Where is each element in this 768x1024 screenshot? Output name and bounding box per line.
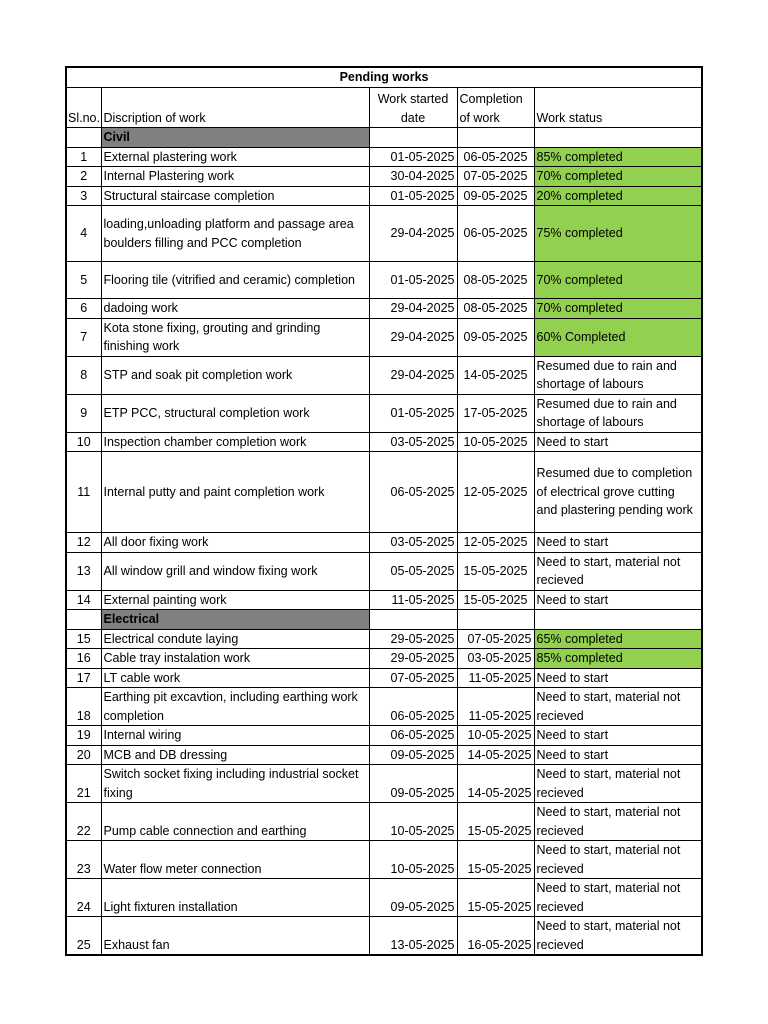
table-row	[66, 879, 702, 917]
row-end-date: 15-05-2025	[457, 803, 534, 841]
row-slno: 16	[66, 649, 101, 669]
row-description: Internal putty and paint completion work	[101, 452, 369, 533]
row-end-date: 12-05-2025	[457, 533, 534, 553]
row-start-date: 01-05-2025	[369, 262, 457, 299]
row-start-date: 29-05-2025	[369, 629, 457, 649]
table-row	[66, 299, 702, 319]
table-row	[66, 668, 702, 688]
row-description: Switch socket fixing including industrial socket fixing	[101, 765, 369, 803]
row-slno: 23	[66, 841, 101, 879]
row-status: 70% completed	[534, 262, 702, 299]
row-start-date: 01-05-2025	[369, 186, 457, 206]
row-end-date: 06-05-2025	[457, 206, 534, 262]
row-description: Kota stone fixing, grouting and grinding finishing work	[101, 318, 369, 356]
row-status: Need to start	[534, 668, 702, 688]
row-start-date: 09-05-2025	[369, 765, 457, 803]
section-row-civil	[66, 128, 702, 148]
row-start-date: 09-05-2025	[369, 879, 457, 917]
row-end-date: 15-05-2025	[457, 590, 534, 610]
table-row	[66, 917, 702, 956]
row-end-date: 08-05-2025	[457, 262, 534, 299]
row-start-date: 11-05-2025	[369, 590, 457, 610]
row-status: 65% completed	[534, 629, 702, 649]
row-start-date: 03-05-2025	[369, 432, 457, 452]
row-start-date: 03-05-2025	[369, 533, 457, 553]
row-end-date: 11-05-2025	[457, 688, 534, 726]
row-status: Need to start	[534, 590, 702, 610]
row-end-date: 15-05-2025	[457, 841, 534, 879]
row-slno: 24	[66, 879, 101, 917]
row-status: Need to start, material not recieved	[534, 917, 702, 956]
row-status: Need to start, material not recieved	[534, 803, 702, 841]
row-status: Need to start, material not recieved	[534, 879, 702, 917]
row-status: Need to start	[534, 726, 702, 746]
row-start-date: 10-05-2025	[369, 803, 457, 841]
header-row	[66, 88, 702, 128]
row-slno: 18	[66, 688, 101, 726]
section-electrical: Electrical	[101, 610, 369, 630]
table-row	[66, 318, 702, 356]
row-end-date: 11-05-2025	[457, 668, 534, 688]
row-end-date: 12-05-2025	[457, 452, 534, 533]
row-end-date: 15-05-2025	[457, 552, 534, 590]
row-status: Need to start	[534, 432, 702, 452]
row-status: Need to start, material not recieved	[534, 688, 702, 726]
row-slno: 4	[66, 206, 101, 262]
row-status: Resumed due to completion of electrical grove cutting and plastering pending work	[534, 452, 702, 533]
row-end-date: 16-05-2025	[457, 917, 534, 956]
table-row	[66, 745, 702, 765]
row-start-date: 07-05-2025	[369, 668, 457, 688]
row-description: Water flow meter connection	[101, 841, 369, 879]
row-description: LT cable work	[101, 668, 369, 688]
header-completion: Completion of work	[457, 88, 534, 128]
row-slno: 11	[66, 452, 101, 533]
row-status: Need to start, material not recieved	[534, 841, 702, 879]
row-status: Resumed due to rain and shortage of labours	[534, 356, 702, 394]
header-slno: Sl.no.	[66, 88, 101, 128]
row-start-date: 05-05-2025	[369, 552, 457, 590]
row-slno: 17	[66, 668, 101, 688]
header-started: Work started date	[369, 88, 457, 128]
row-description: All window grill and window fixing work	[101, 552, 369, 590]
row-slno: 15	[66, 629, 101, 649]
row-slno: 12	[66, 533, 101, 553]
row-status: Resumed due to rain and shortage of labours	[534, 394, 702, 432]
row-description: Light fixturen installation	[101, 879, 369, 917]
table-row	[66, 206, 702, 262]
row-description: Exhaust fan	[101, 917, 369, 956]
row-description: loading,unloading platform and passage area boulders filling and PCC completion	[101, 206, 369, 262]
row-status: 85% completed	[534, 147, 702, 167]
row-description: All door fixing work	[101, 533, 369, 553]
row-end-date: 14-05-2025	[457, 745, 534, 765]
row-start-date: 06-05-2025	[369, 452, 457, 533]
row-description: ETP PCC, structural completion work	[101, 394, 369, 432]
row-end-date: 09-05-2025	[457, 186, 534, 206]
row-description: Inspection chamber completion work	[101, 432, 369, 452]
row-end-date: 14-05-2025	[457, 356, 534, 394]
row-start-date: 29-04-2025	[369, 206, 457, 262]
table-row	[66, 262, 702, 299]
row-slno: 6	[66, 299, 101, 319]
row-status: Need to start	[534, 745, 702, 765]
table-row	[66, 186, 702, 206]
table-row	[66, 167, 702, 187]
row-status: 70% completed	[534, 167, 702, 187]
row-end-date: 10-05-2025	[457, 432, 534, 452]
table-row	[66, 765, 702, 803]
row-description: Cable tray instalation work	[101, 649, 369, 669]
row-description: Internal wiring	[101, 726, 369, 746]
table-row	[66, 629, 702, 649]
row-status: Need to start, material not recieved	[534, 765, 702, 803]
table-row	[66, 688, 702, 726]
row-start-date: 30-04-2025	[369, 167, 457, 187]
row-start-date: 13-05-2025	[369, 917, 457, 956]
row-status: 60% Completed	[534, 318, 702, 356]
row-description: Earthing pit excavtion, including earthing work completion	[101, 688, 369, 726]
row-start-date: 01-05-2025	[369, 147, 457, 167]
section-row-electrical	[66, 610, 702, 630]
row-status: 20% completed	[534, 186, 702, 206]
table-row	[66, 394, 702, 432]
table-row	[66, 356, 702, 394]
row-slno: 13	[66, 552, 101, 590]
row-slno: 21	[66, 765, 101, 803]
row-end-date: 07-05-2025	[457, 167, 534, 187]
row-start-date: 06-05-2025	[369, 726, 457, 746]
row-status: 70% completed	[534, 299, 702, 319]
table-row	[66, 841, 702, 879]
row-status: 85% completed	[534, 649, 702, 669]
row-slno: 14	[66, 590, 101, 610]
row-end-date: 07-05-2025	[457, 629, 534, 649]
table-row	[66, 726, 702, 746]
table-row	[66, 552, 702, 590]
row-end-date: 14-05-2025	[457, 765, 534, 803]
row-end-date: 10-05-2025	[457, 726, 534, 746]
row-start-date: 06-05-2025	[369, 688, 457, 726]
row-slno: 19	[66, 726, 101, 746]
row-slno: 5	[66, 262, 101, 299]
row-end-date: 17-05-2025	[457, 394, 534, 432]
row-description: Structural staircase completion	[101, 186, 369, 206]
row-description: dadoing work	[101, 299, 369, 319]
table-row	[66, 432, 702, 452]
header-description: Discription of work	[101, 88, 369, 128]
table-title: Pending works	[66, 67, 702, 88]
table-row	[66, 649, 702, 669]
row-start-date: 29-04-2025	[369, 299, 457, 319]
row-start-date: 29-04-2025	[369, 356, 457, 394]
table-row	[66, 147, 702, 167]
row-start-date: 29-05-2025	[369, 649, 457, 669]
row-description: Internal Plastering work	[101, 167, 369, 187]
row-start-date: 29-04-2025	[369, 318, 457, 356]
row-end-date: 08-05-2025	[457, 299, 534, 319]
row-description: External painting work	[101, 590, 369, 610]
row-end-date: 15-05-2025	[457, 879, 534, 917]
row-status: Need to start, material not recieved	[534, 552, 702, 590]
row-slno: 2	[66, 167, 101, 187]
row-slno: 1	[66, 147, 101, 167]
table-row	[66, 452, 702, 533]
row-description: STP and soak pit completion work	[101, 356, 369, 394]
row-slno: 9	[66, 394, 101, 432]
header-status: Work status	[534, 88, 702, 128]
row-slno: 22	[66, 803, 101, 841]
row-description: Pump cable connection and earthing	[101, 803, 369, 841]
row-slno: 7	[66, 318, 101, 356]
table-row	[66, 803, 702, 841]
row-start-date: 10-05-2025	[369, 841, 457, 879]
table-row	[66, 533, 702, 553]
row-status: 75% completed	[534, 206, 702, 262]
row-slno: 3	[66, 186, 101, 206]
row-description: External plastering work	[101, 147, 369, 167]
row-start-date: 01-05-2025	[369, 394, 457, 432]
section-civil: Civil	[101, 128, 369, 148]
row-slno: 25	[66, 917, 101, 956]
row-slno: 20	[66, 745, 101, 765]
row-end-date: 03-05-2025	[457, 649, 534, 669]
row-end-date: 06-05-2025	[457, 147, 534, 167]
row-end-date: 09-05-2025	[457, 318, 534, 356]
pending-works-table	[65, 66, 703, 956]
row-status: Need to start	[534, 533, 702, 553]
row-description: MCB and DB dressing	[101, 745, 369, 765]
table-row	[66, 590, 702, 610]
row-description: Flooring tile (vitrified and ceramic) completion	[101, 262, 369, 299]
row-slno: 10	[66, 432, 101, 452]
row-start-date: 09-05-2025	[369, 745, 457, 765]
row-description: Electrical condute laying	[101, 629, 369, 649]
row-slno: 8	[66, 356, 101, 394]
title-row	[66, 67, 702, 88]
